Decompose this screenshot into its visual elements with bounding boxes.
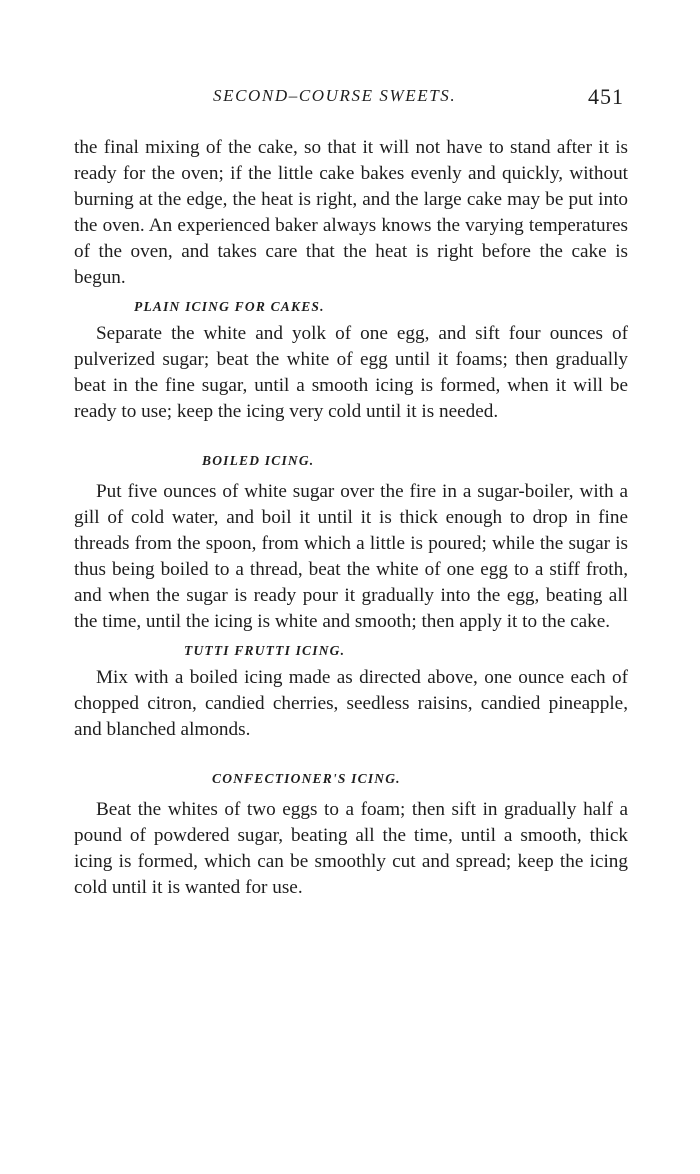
recipe-text-plain-icing: Separate the white and yolk of one egg, and sift four ounces of pulverized sugar; beat the white of egg until it foams; then gradually beat in the fine sugar, until a smooth icing is formed, when it will be ready to use; keep the icing very cold until it is needed.: [74, 323, 628, 422]
running-head: [0, 86, 700, 112]
page-number: 451: [588, 84, 624, 109]
page-body: [74, 135, 628, 901]
recipe-text-confectioners-icing: Beat the whites of two eggs to a foam; then sift in gradually half a pound of powdered sugar, beating all the time, until a smooth, thick icing is formed, which can be smoothly cut and spread; keep the icing cold until it is wanted for use.: [74, 799, 628, 898]
recipe-title-tutti-frutti-icing: TUTTI FRUTTI ICING.: [184, 643, 346, 658]
recipe-title-boiled-icing: BOILED ICING.: [202, 453, 315, 468]
recipe-title-confectioners-icing: CONFECTIONER'S ICING.: [212, 771, 401, 786]
recipe-title-plain-icing: PLAIN ICING FOR CAKES.: [134, 299, 325, 314]
intro-paragraph: the final mixing of the cake, so that it will not have to stand after it is ready for the oven; if the little cake bakes evenly and quickly, without burning at the edge, the heat is right, and the large cake may be put into the oven. An experienced baker always knows the varying temperatures of the oven, and takes care that the heat is right before the cake is begun.: [74, 137, 628, 288]
recipe-text-tutti-frutti-icing: Mix with a boiled icing made as directed above, one ounce each of chopped citron, candied cherries, seedless raisins, candied pineapple, and blanched almonds.: [74, 667, 628, 740]
recipe-text-boiled-icing: Put five ounces of white sugar over the fire in a sugar-boiler, with a gill of cold water, and boil it until it is thick enough to drop in fine threads from the spoon, from which a little is poured; while the sugar is thus being boiled to a thread, beat the white of one egg to a stiff froth, and when the sugar is ready pour it gradually into the egg, beating all the time, until the icing is white and smooth; then apply it to the cake.: [74, 481, 628, 632]
running-title: SECOND–COURSE SWEETS.: [213, 86, 457, 105]
